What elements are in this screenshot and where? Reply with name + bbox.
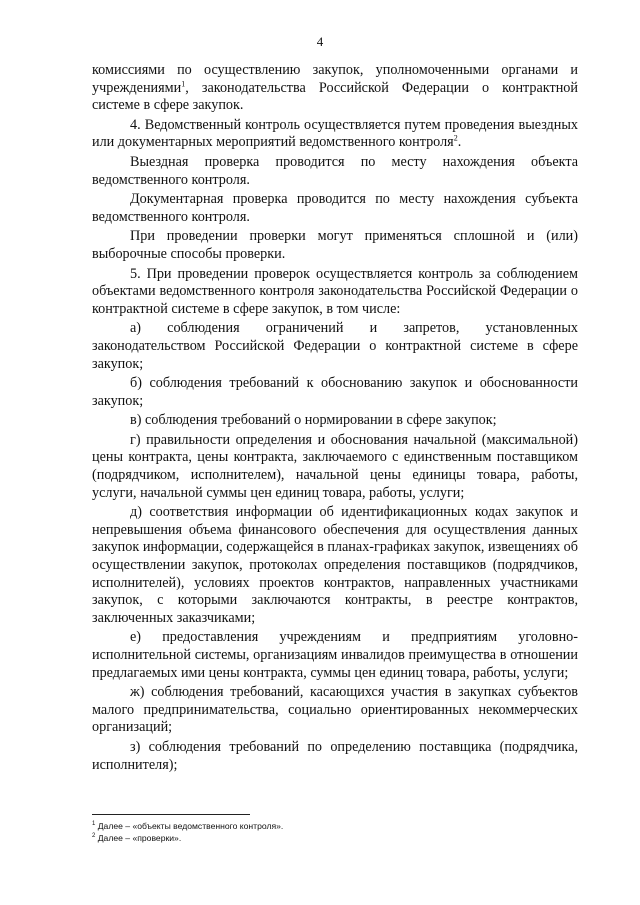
paragraph-item-4 bbox=[92, 117, 578, 152]
paragraph-item-5: 5. При проведении проверок осуществляется контроль за соблюдением объектами ведомственного контроля законодательства Российской Федерации о контрактной системе в сфере закупок, в том числе: bbox=[92, 265, 578, 317]
footnote-1 bbox=[92, 820, 578, 832]
paragraph-text: 4. Ведомственный контроль осуществляется путем проведения выездных или документарных мероприятий ведомственного контроля bbox=[92, 116, 578, 151]
footnote-mark: 2 bbox=[92, 833, 96, 840]
footnote-text: Далее – «проверки». bbox=[95, 833, 182, 843]
footnote-2 bbox=[92, 832, 578, 844]
paragraph-onsite-inspection: Выездная проверка проводится по месту нахождения объекта ведомственного контроля. bbox=[92, 153, 578, 188]
paragraph-subitem-b: б) соблюдения требований к обоснованию закупок и обоснованности закупок; bbox=[92, 375, 578, 409]
footnote-ref-1: 1 bbox=[181, 78, 186, 88]
paragraph-subitem-zh: ж) соблюдения требований, касающихся участия в закупках субъектов малого предпринимательства, социально ориентированных некоммерческих организаций; bbox=[92, 684, 578, 736]
paragraph-text: , законодательства Российской Федерации о контрактной системе в сфере закупок. bbox=[92, 79, 578, 114]
paragraph-subitem-v: в) соблюдения требований о нормировании в сфере закупок; bbox=[130, 412, 497, 429]
paragraph-text: комиссиями по осуществлению закупок, уполномоченными органами и учреждениями bbox=[92, 62, 578, 96]
document-body bbox=[92, 62, 578, 774]
paragraph-subitem-d: д) соответствия информации об идентификационных кодах закупок и непревышения объема финансового обеспечения для осуществления данных закупок информации, содержащейся в планах-графиках закупок, извещениях об осуществлении закупок, протоколах определения поставщиков (подрядчиков, исполнителей), условиях проектов контрактов, направленных участниками закупок, с которыми заключаются контракты, в реестре контрактов, заключенных заказчиками; bbox=[92, 504, 578, 626]
paragraph-continuation bbox=[92, 62, 578, 115]
paragraph-inspection-methods: При проведении проверки могут применяться сплошной и (или) выборочные способы проверки. bbox=[92, 228, 578, 262]
footnotes bbox=[92, 820, 578, 844]
paragraph-subitem-e: е) предоставления учреждениям и предприятиям уголовно-исполнительной системы, организациям инвалидов преимущества в отношении предлагаемых ими цены контракта, суммы цен единиц товара, работы, услуги; bbox=[92, 629, 578, 681]
page-number: 4 bbox=[316, 34, 324, 49]
paragraph-text: . bbox=[457, 134, 462, 151]
paragraph-subitem-z: з) соблюдения требований по определению поставщика (подрядчика, исполнителя); bbox=[92, 738, 578, 773]
paragraph-documentary-inspection: Документарная проверка проводится по месту нахождения субъекта ведомственного контроля. bbox=[92, 191, 578, 225]
footnote-ref-2: 2 bbox=[453, 133, 458, 143]
paragraph-subitem-g: г) правильности определения и обоснования начальной (максимальной) цены контракта, цены контракта, заключаемого с единственным поставщиком (подрядчиком, исполнителем), начальной цены единицы товара, работы, услуги, начальной суммы цен единиц товара, работы, услуги; bbox=[92, 431, 578, 501]
footnote-text: Далее – «объекты ведомственного контроля». bbox=[95, 821, 284, 831]
paragraph-subitem-a: а) соблюдения ограничений и запретов, установленных законодательством Российской Федерации о контрактной системе в сфере закупок; bbox=[92, 320, 578, 372]
footnote-mark: 1 bbox=[92, 821, 96, 828]
footnote-divider bbox=[92, 814, 250, 815]
